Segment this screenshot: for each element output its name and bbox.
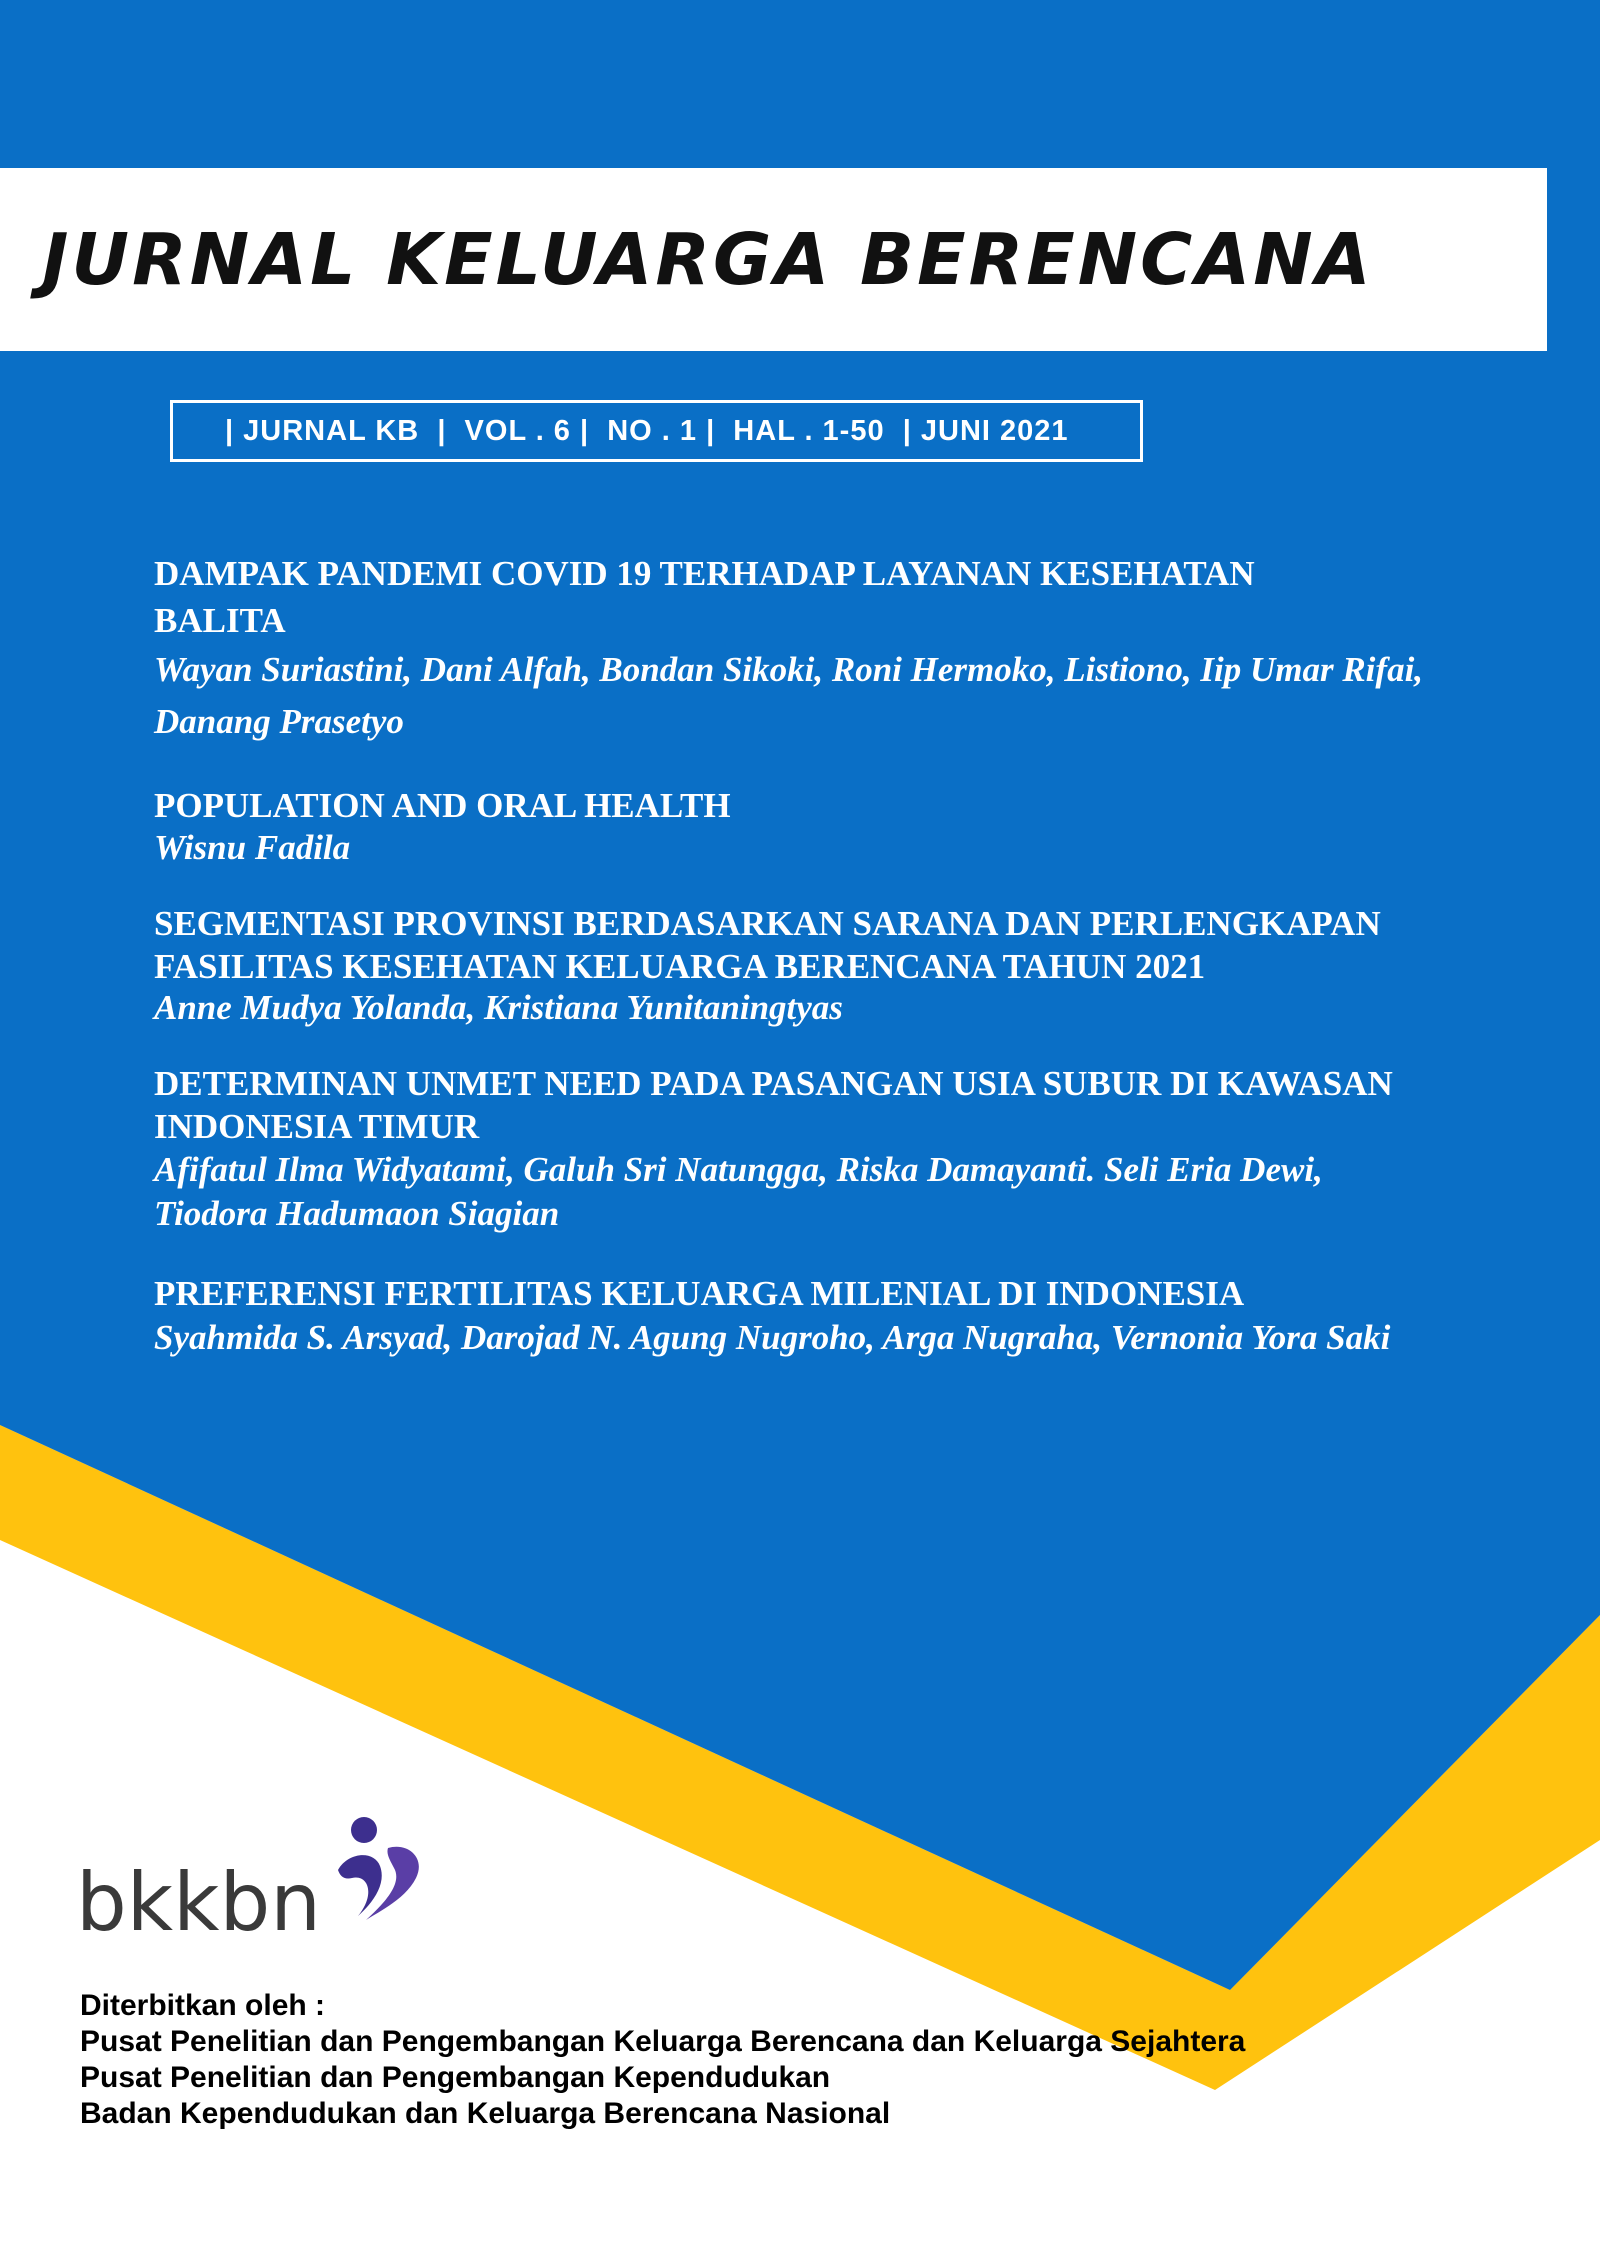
publisher-line: Badan Kependudukan dan Keluarga Berencana Nasional xyxy=(80,2097,891,2130)
publisher-info xyxy=(80,1988,1480,2132)
article-title: DETERMINAN UNMET NEED PADA PASANGAN USIA SUBUR DI KAWASAN INDONESIA TIMUR xyxy=(154,1064,1393,1146)
journal-title: JURNAL KELUARGA BERENCANA xyxy=(42,218,1374,301)
article-item xyxy=(154,902,1444,1028)
article-authors: Afifatul Ilma Widyatami, Galuh Sri Natungga, Riska Damayanti. Seli Eria Dewi, Tiodora Hadumaon Siagian xyxy=(154,1150,1323,1233)
article-authors: Wisnu Fadila xyxy=(154,828,351,867)
article-list xyxy=(154,550,1444,1359)
article-title: SEGMENTASI PROVINSI BERDASARKAN SARANA DAN PERLENGKAPAN FASILITAS KESEHATAN KELUARGA BERENCANA TAHUN 2021 xyxy=(154,904,1381,986)
publisher-line: Pusat Penelitian dan Pengembangan Keluarga Berencana dan Keluarga Sejahtera xyxy=(80,2025,1246,2058)
article-title: PREFERENSI FERTILITAS KELUARGA MILENIAL DI INDONESIA xyxy=(154,1274,1245,1313)
issue-info-box xyxy=(170,400,1143,462)
bkkbn-logo-icon xyxy=(338,1817,419,1920)
article-item xyxy=(154,1272,1444,1359)
article-title: DAMPAK PANDEMI COVID 19 TERHADAP LAYANAN KESEHATAN BALITA xyxy=(154,554,1255,640)
article-authors: Wayan Suriastini, Dani Alfah, Bondan Sikoki, Roni Hermoko, Listiono, Iip Umar Rifai, Danang Prasetyo xyxy=(154,650,1424,741)
article-item xyxy=(154,784,1444,868)
title-bar xyxy=(0,168,1547,351)
article-authors: Syahmida S. Arsyad, Darojad N. Agung Nugroho, Arga Nugraha, Vernonia Yora Saki xyxy=(154,1318,1391,1357)
publisher-label: Diterbitkan oleh : xyxy=(80,1989,326,2022)
article-title: POPULATION AND ORAL HEALTH xyxy=(154,786,731,825)
article-authors: Anne Mudya Yolanda, Kristiana Yunitaningtyas xyxy=(154,988,843,1027)
article-item xyxy=(154,1062,1444,1236)
publisher-line: Pusat Penelitian dan Pengembangan Kependudukan xyxy=(80,2061,831,2094)
logo-wordmark: bkkbn xyxy=(76,1856,321,1938)
bkkbn-logo xyxy=(76,1808,436,1938)
article-item xyxy=(154,550,1444,748)
issue-info: | JURNAL KB | VOL . 6 | NO . 1 | HAL . 1-50 | JUNI 2021 xyxy=(225,414,1069,447)
